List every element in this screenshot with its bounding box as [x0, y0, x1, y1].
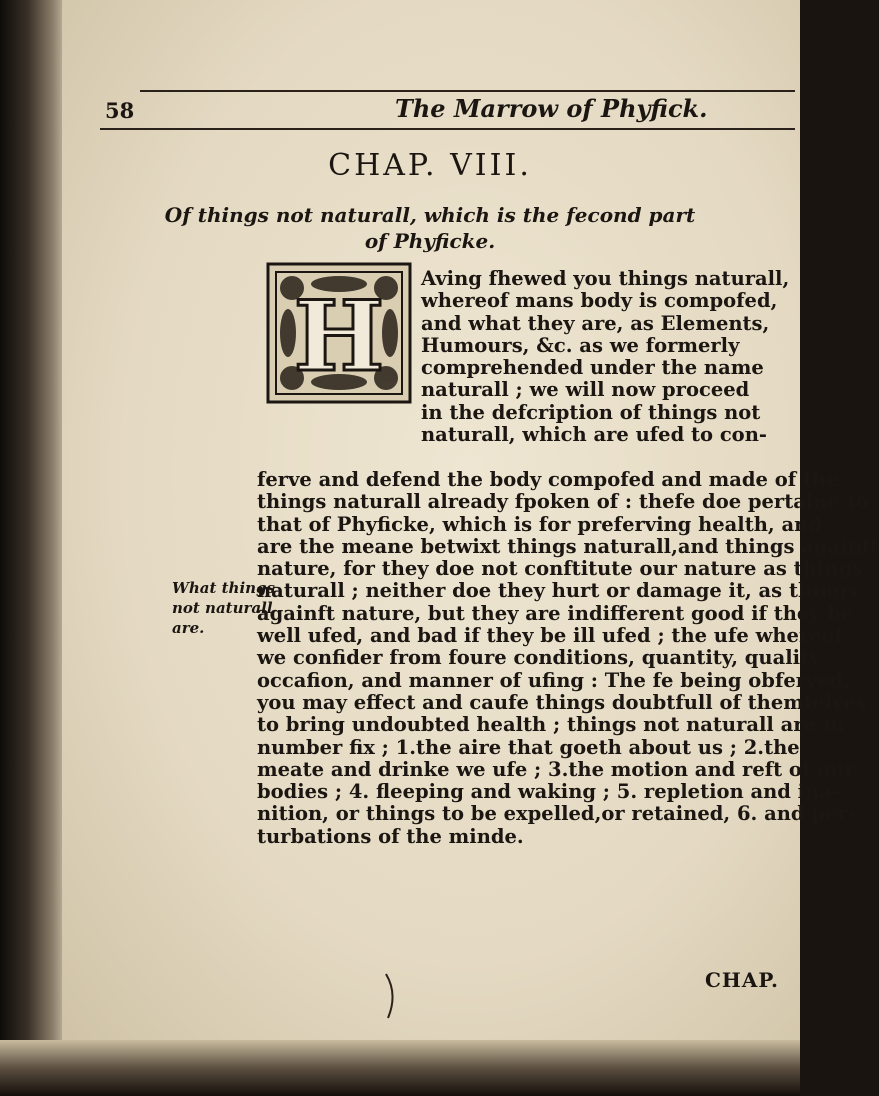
subtitle-line: of Phyficke. [364, 229, 496, 253]
margin-note [172, 578, 275, 638]
scan-shadow-left [0, 0, 70, 1096]
text-line: occafion, and manner of ufing : The fe being obferved, [257, 668, 851, 692]
text-line: well ufed, and bad if they be ill ufed ; the ufe whereof [257, 624, 844, 648]
margin-note-line: What things [172, 579, 275, 597]
scan-shadow-bottom [0, 1040, 800, 1096]
text-line: you may effect and caufe things doubtfull of themfelves [257, 690, 867, 714]
text-line: we confider from foure conditions, quantity, quality, [257, 646, 826, 670]
text-line: things naturall already fpoken of : thefe doe pertaine to [257, 490, 869, 514]
text-line: number fix ; 1.the aire that goeth about us ; 2.the [257, 735, 800, 759]
text-line: that of Phyficke, which is for preferving health, and [257, 512, 822, 536]
text-line: turbations of the minde. [257, 824, 524, 848]
text-line: nition, or things to be expelled,or retained, 6. and per- [257, 802, 856, 826]
text-line: nature, for they doe not conftitute our nature as things [257, 557, 863, 581]
page-number: 58 [105, 98, 135, 123]
margin-note-line: are. [172, 619, 205, 637]
running-header [105, 92, 795, 126]
ornamental-drop-cap-icon [266, 262, 412, 404]
text-line: Humours, &c. as we formerly [421, 333, 740, 357]
text-line: Aving fhewed you things naturall, [421, 267, 790, 290]
subtitle-line: Of things not naturall, which is the fecond part [164, 203, 696, 227]
catchword: CHAP. [705, 968, 780, 992]
text-line: are the meane betwixt things naturall,and things againft [257, 534, 879, 558]
text-line: naturall ; we will now proceed [421, 378, 750, 402]
text-line: naturall, which are ufed to con- [421, 423, 767, 447]
text-line: meate and drinke we ufe ; 3.the motion and reft of our [257, 757, 855, 781]
chapter-subtitle [160, 202, 700, 254]
running-title: The Marrow of Phyfick. [395, 94, 708, 123]
text-line: in the defcription of things not [421, 400, 761, 424]
header-rule-bottom [100, 128, 795, 130]
text-line: to bring undoubted health ; things not naturall are in [257, 713, 845, 737]
drop-cap-letter: H [293, 280, 385, 393]
body-text [257, 468, 879, 848]
drop-cap-frame [266, 262, 412, 404]
first-paragraph [421, 267, 790, 447]
text-line: bodies ; 4. fleeping and waking ; 5. repletion and ina- [257, 780, 841, 804]
text-line: comprehended under the name [421, 356, 764, 380]
text-line: whereof mans body is compofed, [421, 289, 778, 313]
chapter-heading: CHAP. VIII. [328, 148, 532, 183]
text-line: ferve and defend the body compofed and made of the [257, 468, 839, 491]
text-line: naturall ; neither doe they hurt or damage it, as things [257, 579, 859, 603]
text-line: and what they are, as Elements, [421, 311, 770, 335]
ink-mark-icon [382, 972, 400, 1020]
margin-note-line: not naturall [172, 599, 273, 617]
text-line: againft nature, but they are indifferent good if they be [257, 601, 854, 625]
